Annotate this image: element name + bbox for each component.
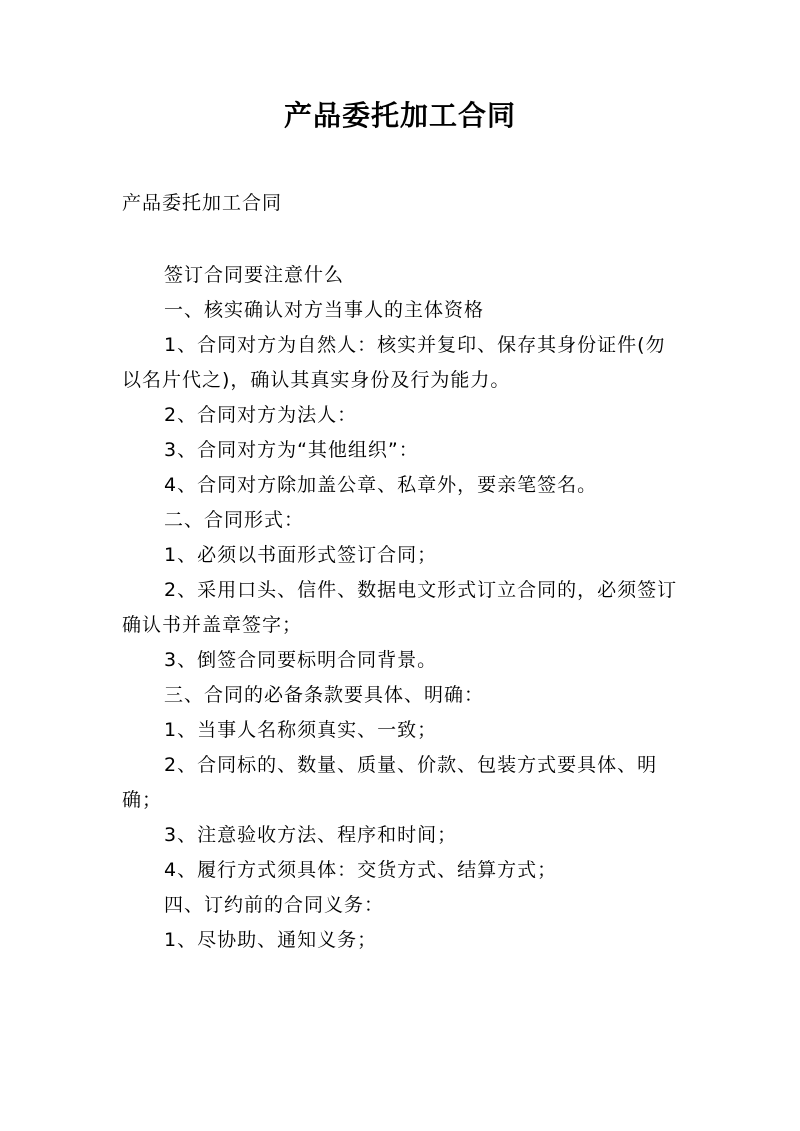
paragraph: 1、尽协助、通知义务； [164,929,378,951]
paragraph: 签订合同要注意什么 [164,264,345,286]
paragraph: 1、必须以书面形式签订合同； [164,544,438,566]
paragraph: 3、注意验收方法、程序和时间； [164,824,458,846]
paragraph: 4、履行方式须具体：交货方式、结算方式； [164,859,558,881]
paragraph: 4、合同对方除加盖公章、私章外，要亲笔签名。 [164,474,598,496]
document-subtitle: 产品委托加工合同 [122,192,283,214]
document-body [122,258,682,958]
paragraph: 2、合同对方为法人： [164,404,358,426]
paragraph: 2、合同标的、数量、质量、价款、包装方式要具体、明确； [122,754,658,811]
paragraph: 三、合同的必备条款要具体、明确： [164,684,485,706]
paragraph: 3、合同对方为“其他组织”： [164,439,419,461]
paragraph: 2、采用口头、信件、数据电文形式订立合同的，必须签订确认书并盖章签字； [122,579,678,636]
paragraph: 二、合同形式： [164,509,305,531]
paragraph: 一、核实确认对方当事人的主体资格 [164,299,485,321]
paragraph: 1、合同对方为自然人：核实并复印、保存其身份证件(勿以名片代之)，确认其真实身份及行为能力。 [122,334,666,391]
paragraph: 3、倒签合同要标明合同背景。 [164,649,438,671]
paragraph: 四、订约前的合同义务： [164,894,385,916]
paragraph: 1、当事人名称须真实、一致； [164,719,438,741]
document-title: 产品委托加工合同 [283,99,516,132]
